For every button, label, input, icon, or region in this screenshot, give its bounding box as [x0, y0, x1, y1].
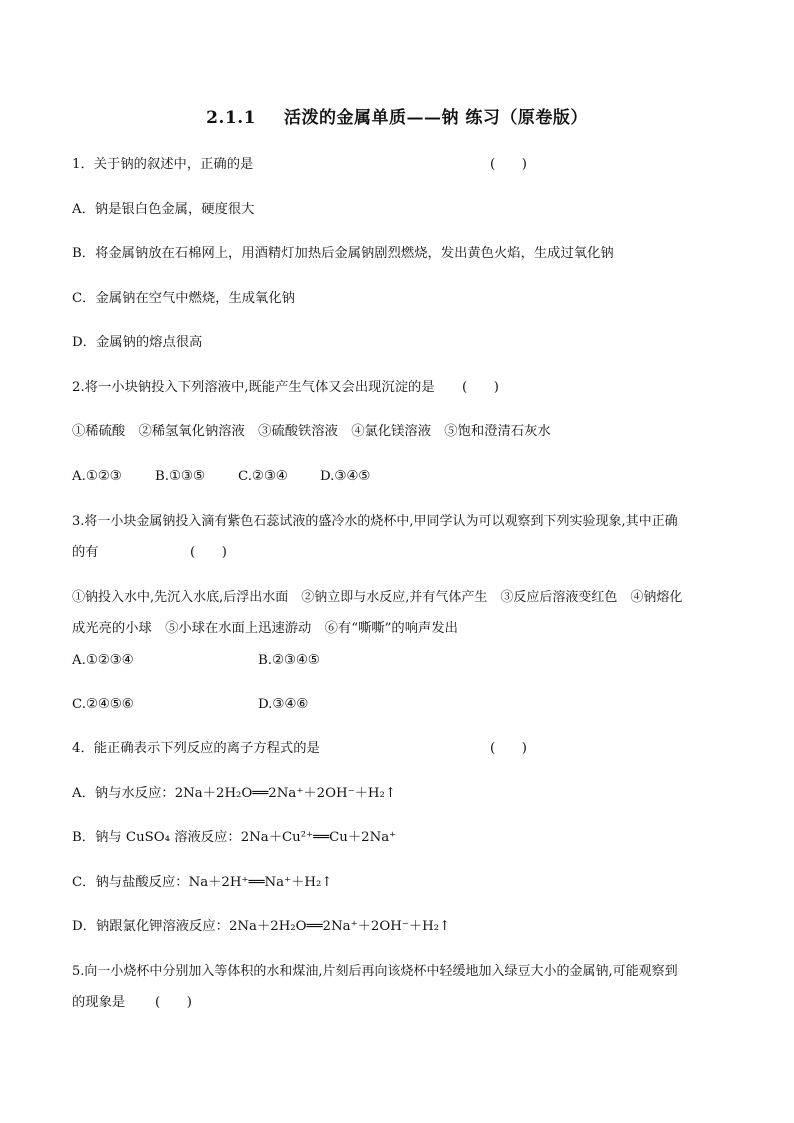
q4-stem: 4．能正确表示下列反应的离子方程式的是: [72, 741, 320, 756]
q5-answer-bracket: ( ): [155, 995, 192, 1010]
page-title: [0, 103, 794, 128]
q5-stem-line1: 5.向一小烧杯中分别加入等体积的水和煤油,片刻后再向该烧杯中轻缓地加入绿豆大小的金属钠,可能观察到: [72, 964, 678, 979]
q4-option-d: [72, 917, 450, 937]
q4-option-a-prefix: A．钠与水反应：: [72, 786, 175, 801]
q1-answer-bracket: ( ): [490, 157, 527, 172]
q3-items-line1: ①钠投入水中,先沉入水底,后浮出水面 ②钠立即与水反应,并有气体产生 ③反应后溶液变红色 ④钠熔化: [72, 590, 683, 605]
section-number: 2.1.1: [206, 108, 256, 128]
q2-option-b: B.①③⑤: [155, 469, 205, 484]
q4-option-c: [72, 873, 332, 893]
q3-option-c: C.②④⑤⑥: [72, 697, 134, 712]
q1-option-b: B．将金属钠放在石棉网上，用酒精灯加热后金属钠剧烈燃烧，发出黄色火焰，生成过氧化钠: [72, 246, 614, 261]
q4-option-c-prefix: C．钠与盐酸反应：: [72, 875, 189, 890]
q3-option-a: A.①②③④: [72, 653, 134, 668]
q3-items-line2: 成光亮的小球 ⑤小球在水面上迅速游动 ⑥有“嘶嘶”的响声发出: [72, 621, 458, 636]
title-text: 活泼的金属单质——钠 练习（原卷版）: [283, 108, 588, 128]
q3-option-b: B.②③④⑤: [258, 653, 320, 668]
q1-option-d: D．金属钠的熔点很高: [72, 335, 203, 350]
q2-items: ①稀硫酸 ②稀氢氧化钠溶液 ③硫酸铁溶液 ④氯化镁溶液 ⑤饱和澄清石灰水: [72, 424, 551, 439]
q3-stem-line1: 3.将一小块金属钠投入滴有紫色石蕊试液的盛冷水的烧杯中,甲同学认为可以观察到下列实验现象,其中正确: [72, 514, 678, 529]
q2-option-c: C.②③④: [238, 469, 288, 484]
q4-option-d-prefix: D．钠跟氯化钾溶液反应：: [72, 919, 229, 934]
q5-stem-line2: 的现象是: [72, 995, 126, 1010]
q4-option-c-equation: Na＋2H⁺══Na⁺＋H₂↑: [188, 875, 333, 890]
q4-option-b: [72, 828, 396, 848]
q1-stem: 1．关于钠的叙述中，正确的是: [72, 157, 254, 172]
q2-answer-bracket: ( ): [462, 380, 499, 395]
q4-option-b-prefix: B．钠与 CuSO₄ 溶液反应：: [72, 830, 241, 845]
q4-option-a-equation: 2Na＋2H₂O══2Na⁺＋2OH⁻＋H₂↑: [174, 786, 396, 801]
q3-answer-bracket: ( ): [190, 545, 227, 560]
q1-option-c: C．金属钠在空气中燃烧，生成氧化钠: [72, 291, 295, 306]
q2-option-d: D.③④⑤: [320, 469, 371, 484]
q1-option-a: A．钠是银白色金属，硬度很大: [72, 202, 255, 217]
q4-option-b-equation: 2Na＋Cu²⁺══Cu＋2Na⁺: [240, 830, 397, 845]
q3-stem-line2: 的有: [72, 545, 99, 560]
q2-stem: 2.将一小块钠投入下列溶液中,既能产生气体又会出现沉淀的是: [72, 380, 435, 395]
q4-answer-bracket: ( ): [490, 741, 527, 756]
q4-option-d-equation: 2Na＋2H₂O══2Na⁺＋2OH⁻＋H₂↑: [228, 919, 451, 934]
q3-option-d: D.③④⑥: [258, 697, 309, 712]
q4-option-a: [72, 784, 396, 804]
q2-option-a: A.①②③: [72, 469, 122, 484]
